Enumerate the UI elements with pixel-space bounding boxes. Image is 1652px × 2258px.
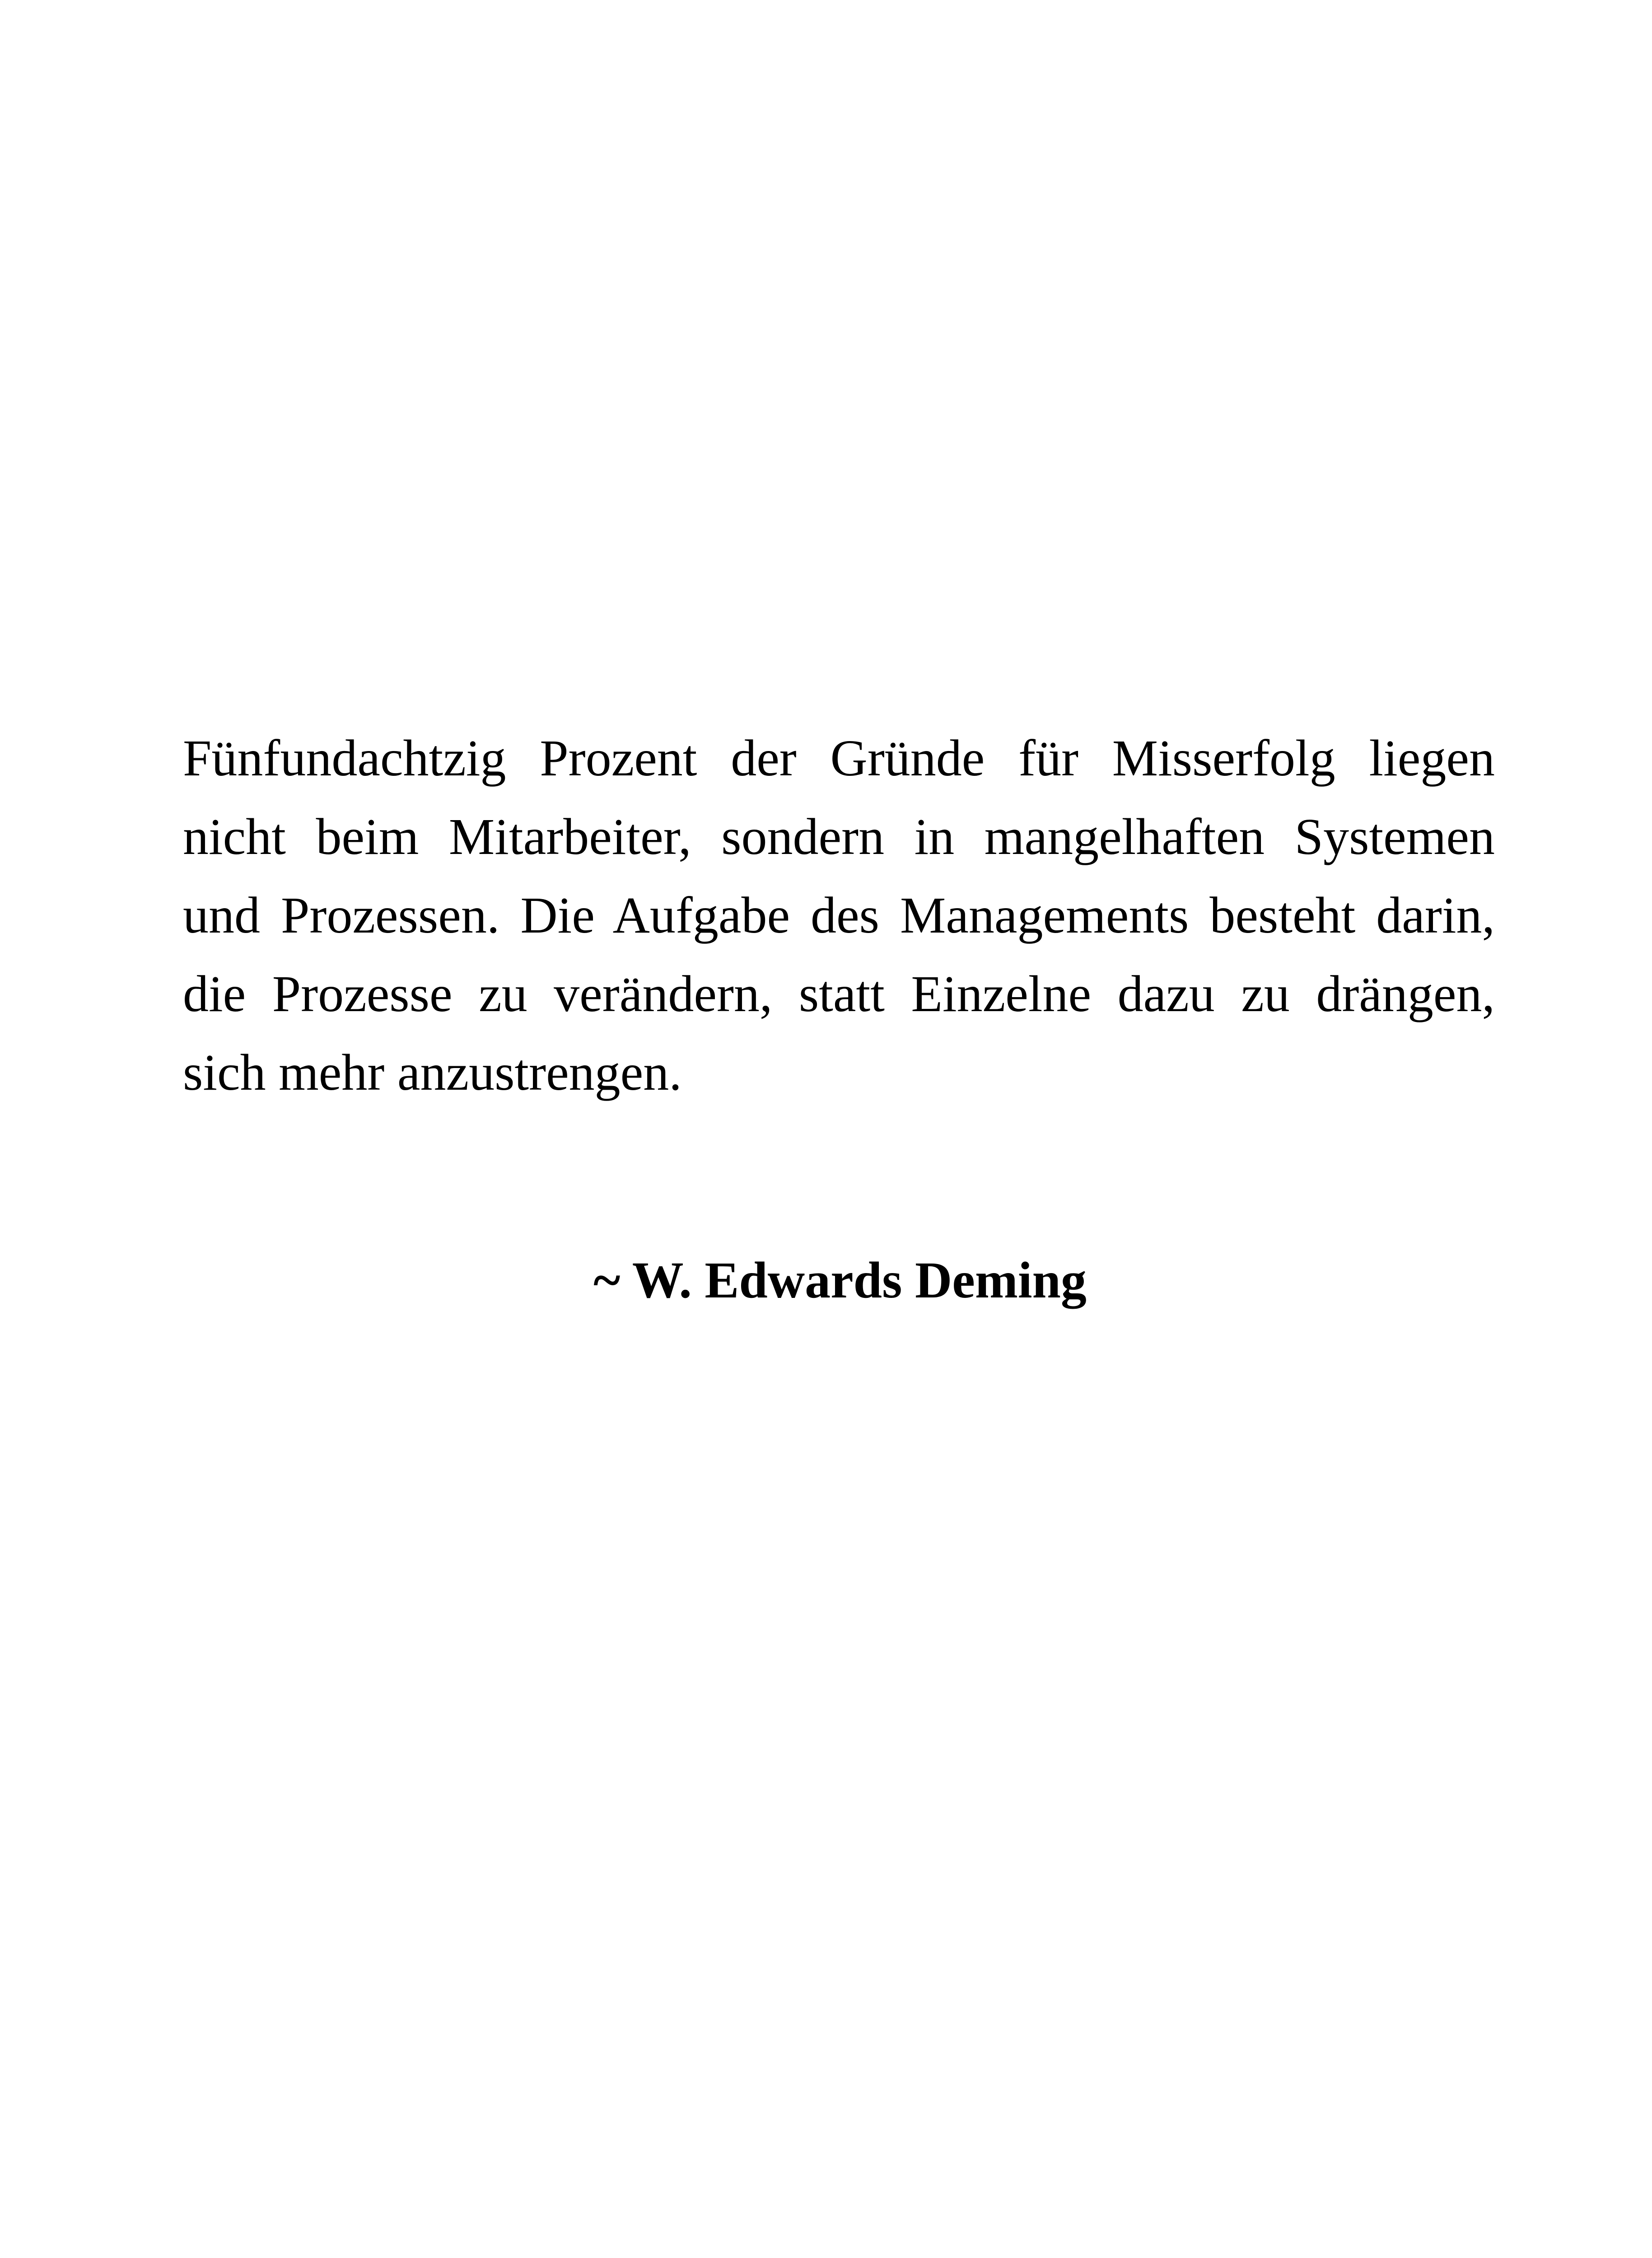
- quote-line: sich mehr anzustrengen.: [183, 1044, 682, 1101]
- quote-line: und Prozessen. Die Aufgabe des Managements besteht darin,: [183, 886, 1495, 944]
- quote-line: Fünfundachtzig Prozent der Gründe für Misserfolg liegen: [183, 729, 1495, 787]
- quote-text: [183, 719, 1495, 1112]
- quote-line: nicht beim Mitarbeiter, sondern in mangelhaften Systemen: [183, 808, 1495, 865]
- quote-author: ~ W. Edwards Deming: [593, 1251, 1087, 1309]
- quote-line: die Prozesse zu verändern, statt Einzelne dazu zu drängen,: [183, 965, 1495, 1022]
